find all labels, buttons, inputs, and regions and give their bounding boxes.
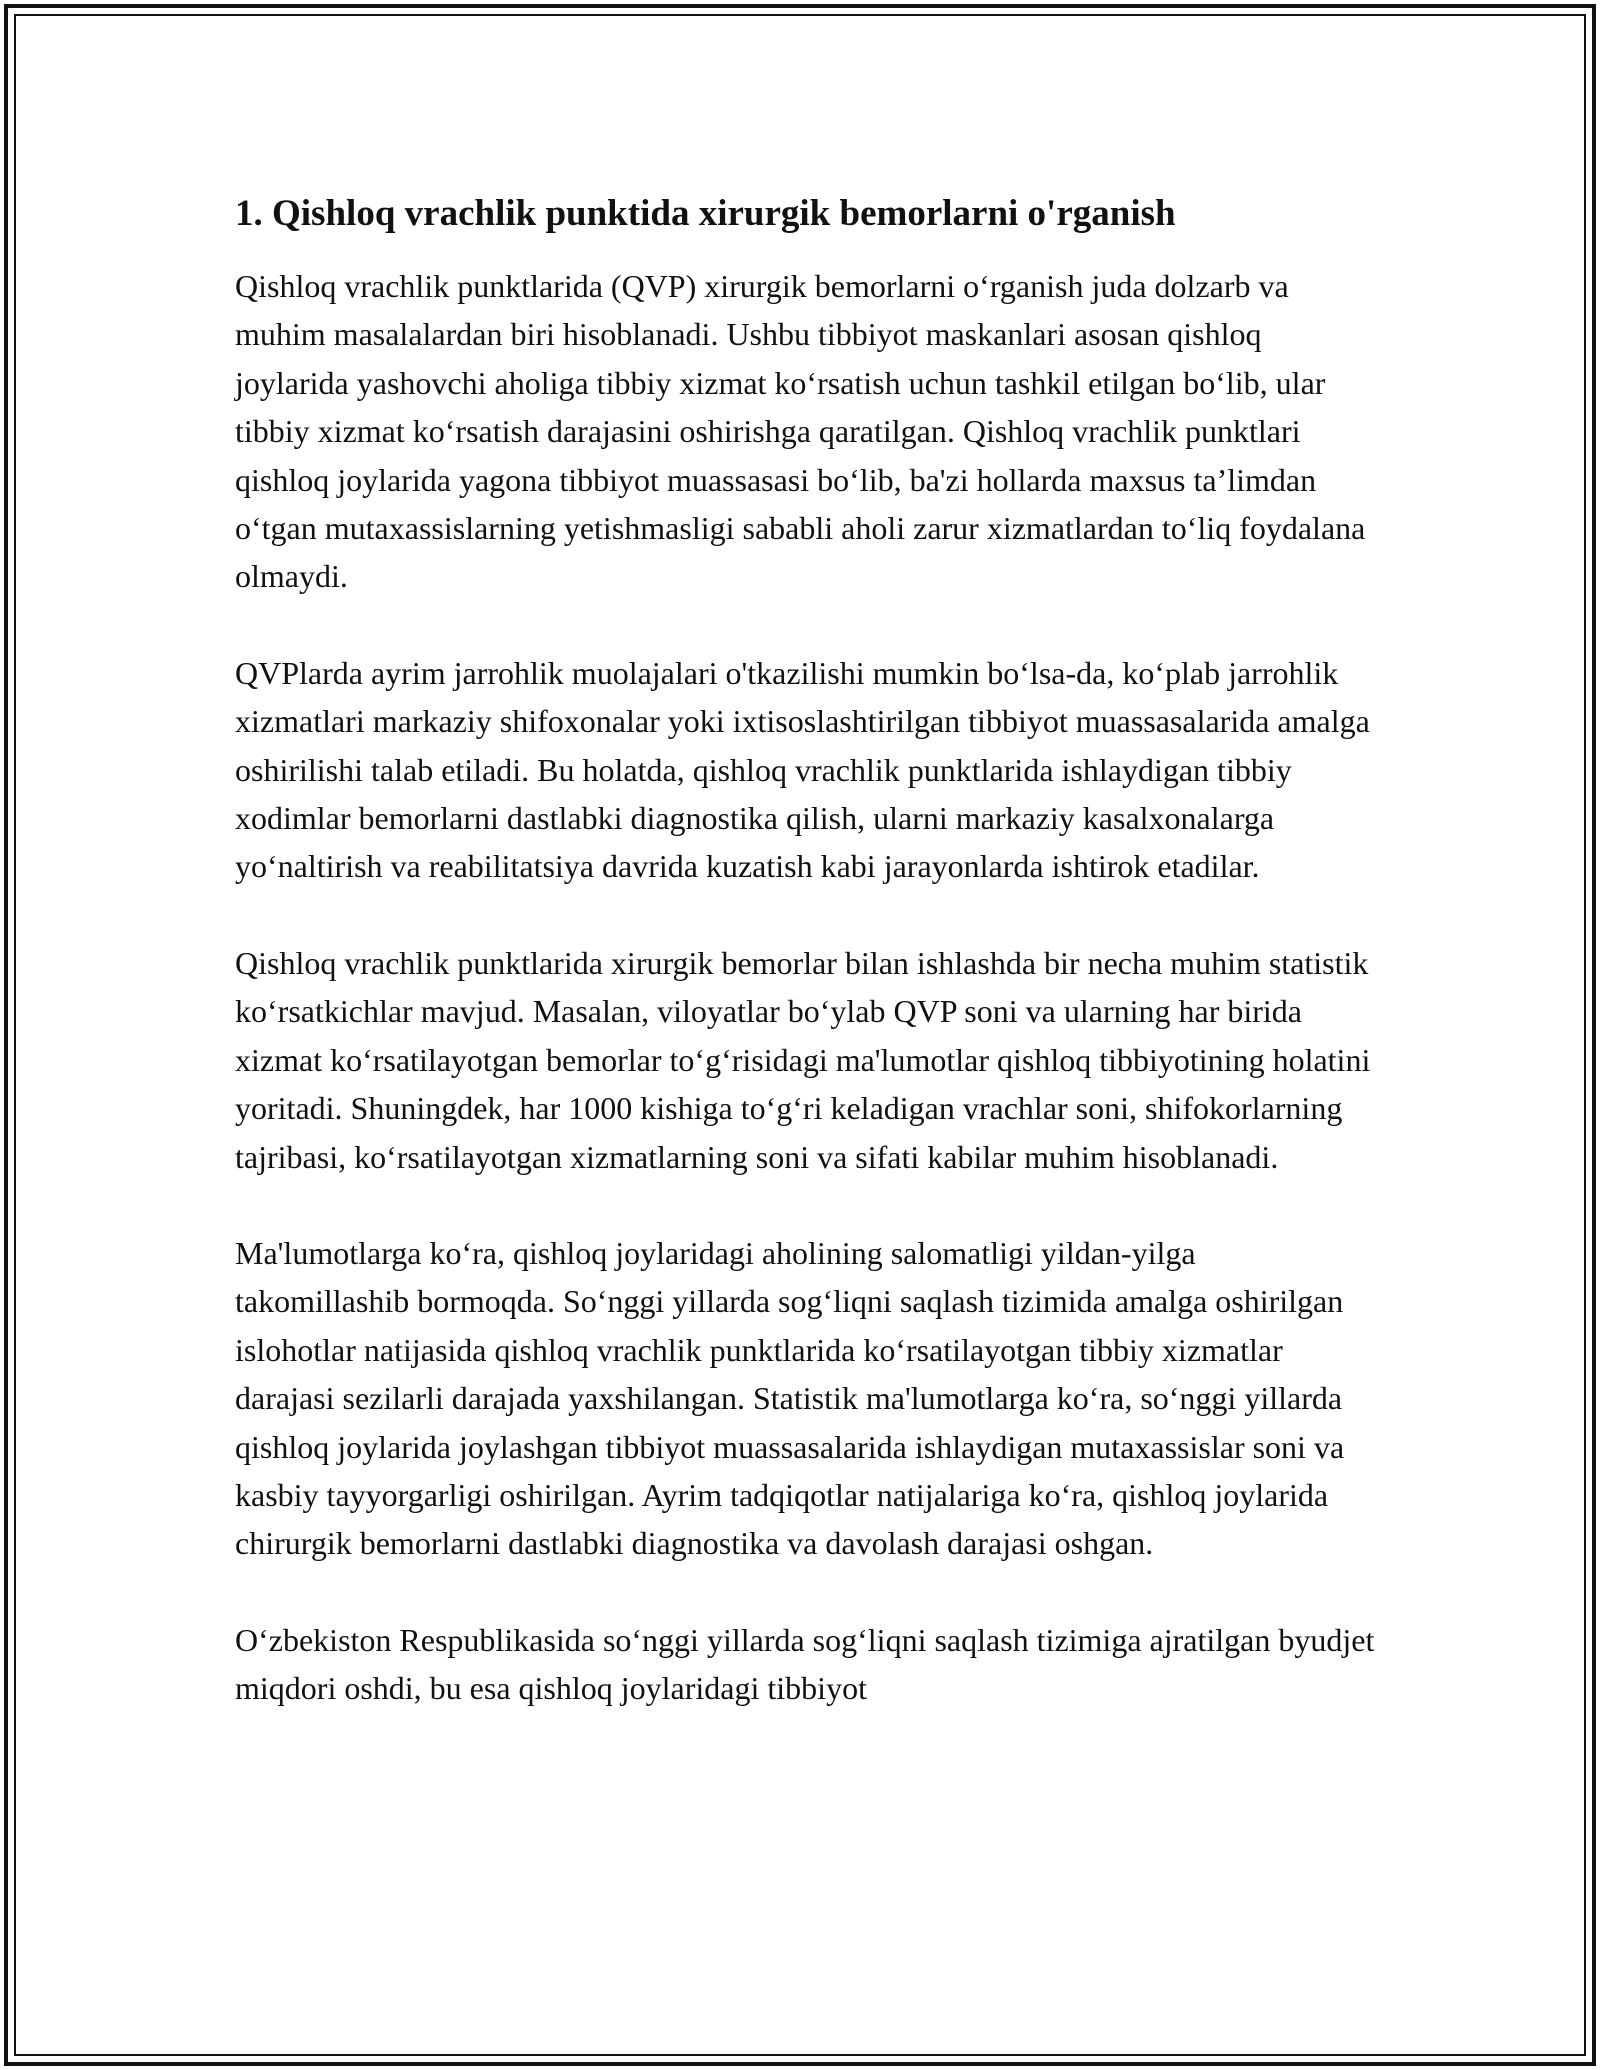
paragraph-4: Ma'lumotlarga ko‘ra, qishloq joylaridagi aholining salomatligi yildan-yilga takomillashib bormoqda. So‘nggi yillarda sog‘liqni saqlash tizimida amalga oshirilgan islohotlar natijasida qishloq vrachlik punktlarida ko‘rsatilayotgan tibbiy xizmatlar darajasi sezilarli darajada yaxshilangan. Statistik ma'lumotlarga ko‘ra, so‘nggi yillarda qishloq joylarida joylashgan tibbiyot muassasalarida ishlaydigan mutaxassislar soni va kasbiy tayyorgarligi oshirilgan. Ayrim tadqiqotlar natijalariga ko‘ra, qishloq joylarida chirurgik bemorlarni dastlabki diagnostika va davolash darajasi oshgan.	[235, 1234, 1345, 1562]
document-body	[235, 180, 1375, 1761]
paragraph-1: Qishloq vrachlik punktlarida (QVP) xirurgik bemorlarni o‘rganish juda dolzarb va muhim masalalardan biri hisoblanadi. Ushbu tibbiyot maskanlari asosan qishloq joylarida yashovchi aholiga tibbiy xizmat ko‘rsatish uchun tashkil etilgan bo‘lib, ular tibbiy xizmat ko‘rsatish darajasini oshirishga qaratilgan. Qishloq vrachlik punktlari qishloq joylarida yagona tibbiyot muassasasi bo‘lib, ba'zi hollarda maxsus ta’limdan o‘tgan mutaxassislarning yetishmasligi sababli aholi zarur xizmatlardan to‘liq foydalana olmaydi.	[235, 268, 1366, 595]
paragraph-5: O‘zbekiston Respublikasida so‘nggi yillarda sog‘liqni saqlash tizimiga ajratilgan byudjet miqdori oshdi, bu esa qishloq joylaridagi tibbiyot	[235, 1621, 1375, 1707]
paragraph-2: QVPlarda ayrim jarrohlik muolajalari o'tkazilishi mumkin bo‘lsa-da, ko‘plab jarrohlik xizmatlari markaziy shifoxonalar yoki ixtisoslashtirilgan tibbiyot muassasalarida amalga oshirilishi talab etiladi. Bu holatda, qishloq vrachlik punktlarida ishlaydigan tibbiy xodimlar bemorlarni dastlabki diagnostika qilish, ularni markaziy kasalxonalarga yo‘naltirish va reabilitatsiya davrida kuzatish kabi jarayonlarda ishtirok etadilar.	[235, 654, 1370, 885]
paragraph-3: Qishloq vrachlik punktlarida xirurgik bemorlar bilan ishlashda bir necha muhim statistik ko‘rsatkichlar mavjud. Masalan, viloyatlar bo‘ylab QVP soni va ularning har birida xizmat ko‘rsatilayotgan bemorlar to‘g‘risidagi ma'lumotlar qishloq tibbiyotining holatini yoritadi. Shuningdek, har 1000 kishiga to‘g‘ri keladigan vrachlar soni, shifokorlarning tajribasi, ko‘rsatilayotgan xizmatlarning soni va sifati kabilar muhim hisoblanadi.	[235, 944, 1371, 1175]
section-heading: 1. Qishloq vrachlik punktida xirurgik bemorlarni o'rganish	[235, 193, 1176, 234]
